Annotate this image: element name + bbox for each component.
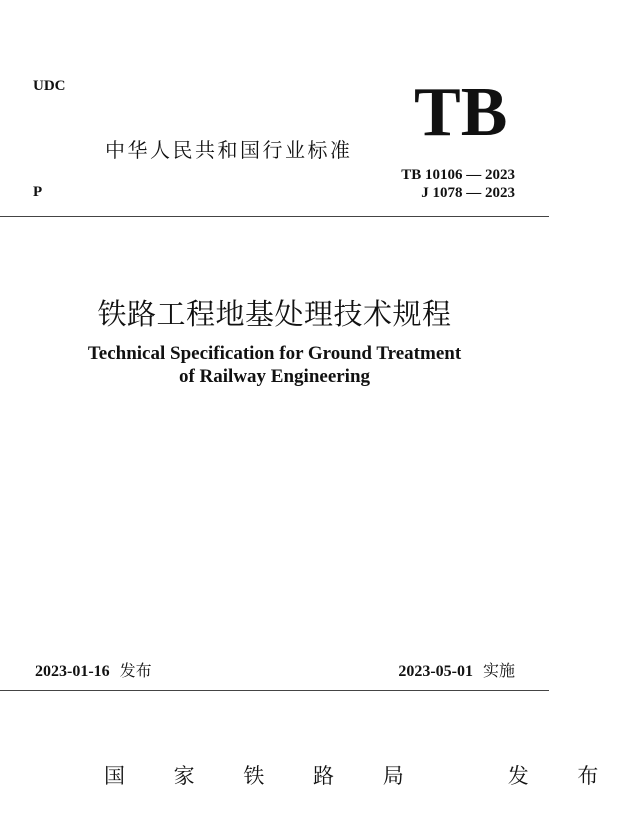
release-date: 2023-01-16 bbox=[35, 663, 110, 680]
standard-number-block bbox=[401, 166, 515, 202]
implementation-label: 实施 bbox=[482, 661, 515, 680]
bottom-divider bbox=[0, 690, 549, 691]
title-chinese: 铁路工程地基处理技术规程 bbox=[97, 297, 452, 331]
category-label: P bbox=[33, 184, 43, 200]
udc-label: UDC bbox=[33, 78, 66, 94]
publisher-line: 国 家 铁 路 局 发 布 bbox=[104, 764, 619, 788]
title-english-line1: Technical Specification for Ground Treatment bbox=[87, 343, 462, 364]
industry-standard-heading: 中华人民共和国行业标准 bbox=[105, 138, 353, 162]
implementation-date-block bbox=[398, 658, 515, 681]
release-date-block bbox=[35, 658, 152, 681]
title-english bbox=[0, 342, 549, 388]
implementation-date: 2023-05-01 bbox=[398, 663, 473, 680]
record-number: J 1078 — 2023 bbox=[421, 185, 515, 201]
release-label: 发布 bbox=[119, 661, 152, 680]
title-english-line2: of Railway Engineering bbox=[178, 366, 371, 387]
top-divider bbox=[0, 216, 549, 217]
tb-logo: TB bbox=[414, 74, 508, 151]
standard-number: TB 10106 — 2023 bbox=[401, 167, 515, 183]
